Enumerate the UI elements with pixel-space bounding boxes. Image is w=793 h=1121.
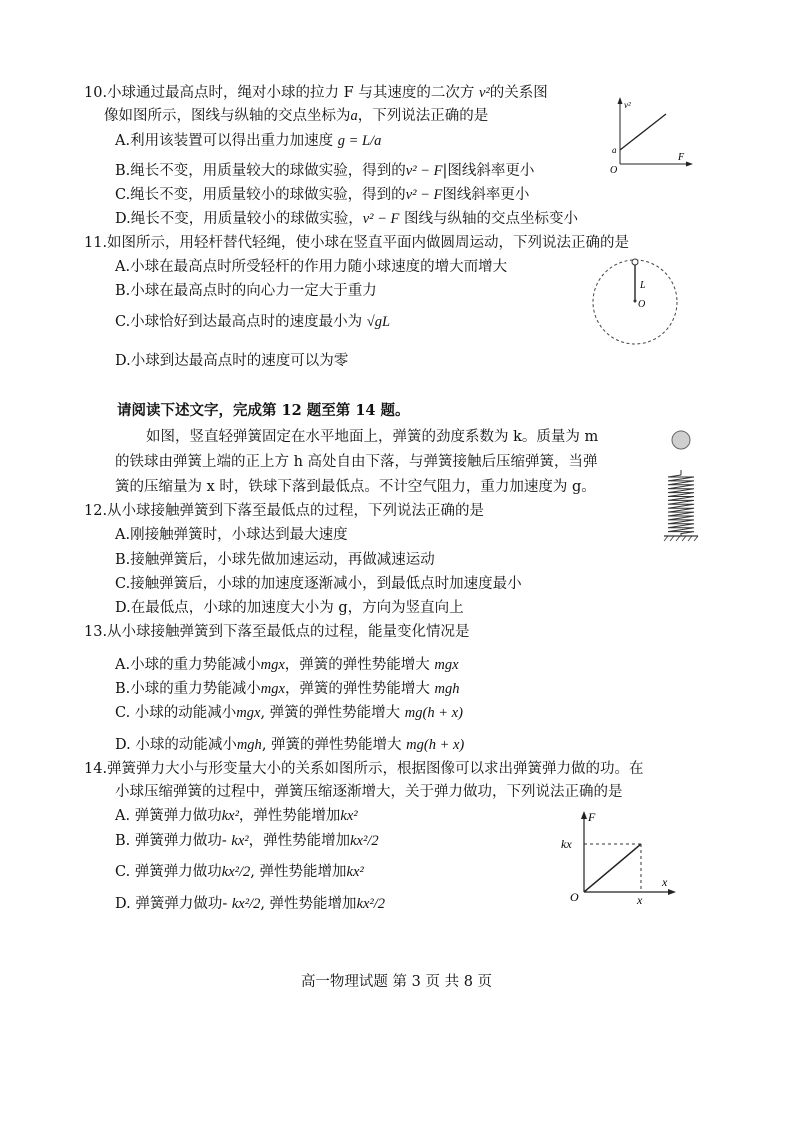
q10-graph <box>604 94 694 174</box>
q10-stem-line2: 像如图所示，图线与纵轴的交点坐标为a，下列说法正确的是 <box>104 108 489 124</box>
q14-graph-xlabel: x <box>662 875 668 889</box>
q10-option-d: D.绳长不变，用质量较小的球做实验，v² − F 图线与纵轴的交点坐标变小 <box>115 211 579 227</box>
q13-option-d: D. 小球的动能减小mgh, 弹簧的弹性势能增大 mg(h + x) <box>115 737 465 753</box>
q10-option-a: A.利用该装置可以得出重力加速度 g = L/a <box>115 133 382 149</box>
q14-option-c: C. 弹簧弹力做功kx²/2, 弹性势能增加kx² <box>115 864 364 880</box>
q14-stem-line2: 小球压缩弹簧的过程中，弹簧压缩逐渐增大，关于弹力做功，下列说法正确的是 <box>115 784 623 800</box>
q11-option-c: C.小球恰好到达最高点时的速度最小为 √gL <box>115 314 391 330</box>
q13-option-b: B.小球的重力势能减小mgx，弹簧的弹性势能增大 mgh <box>115 681 460 697</box>
q11-stem: 11.如图所示，用轻杆替代轻绳，使小球在竖直平面内做圆周运动，下列说法正确的是 <box>84 235 630 251</box>
q13-stem: 13.从小球接触弹簧到下落至最低点的过程，能量变化情况是 <box>84 624 470 640</box>
q12-option-d: D.在最低点，小球的加速度大小为 g，方向为竖直向上 <box>115 600 464 616</box>
q10-graph-ylabel: v² <box>624 100 631 110</box>
passage-line1: 如图，竖直轻弹簧固定在水平地面上，弹簧的劲度系数为 k。质量为 m <box>146 429 599 445</box>
passage-line2: 的铁球由弹簧上端的正上方 h 高处自由下落，与弹簧接触后压缩弹簧，当弹 <box>115 454 598 470</box>
q13-option-c: C. 小球的动能减小mgx, 弹簧的弹性势能增大 mg(h + x) <box>115 705 463 721</box>
q14-graph-origin: O <box>570 890 579 904</box>
q14-option-a: A. 弹簧弹力做功kx²，弹性势能增加kx² <box>115 808 358 824</box>
q14-stem-line1: 14.弹簧弹力大小与形变量大小的关系如图所示，根据图像可以求出弹簧弹力做的功。在 <box>84 761 644 777</box>
passage-line3: 簧的压缩量为 x 时，铁球下落到最低点。不计空气阻力，重力加速度为 g。 <box>115 479 596 495</box>
q11-center-label: O <box>638 299 646 310</box>
page-footer: 高一物理试题 第 3 页 共 8 页 <box>300 974 493 990</box>
q14-graph-xtick: x <box>637 893 643 907</box>
q13-option-a: A.小球的重力势能减小mgx，弹簧的弹性势能增大 mgx <box>115 657 459 673</box>
q12-option-c: C.接触弹簧后，小球的加速度逐渐减小，到最低点时加速度最小 <box>115 576 522 592</box>
q14-option-b: B. 弹簧弹力做功- kx²，弹性势能增加kx²/2 <box>115 833 379 849</box>
q10-option-c: C.绳长不变，用质量较小的球做实验，得到的v² − F图线斜率更小 <box>115 187 530 203</box>
spring-ball-diagram <box>660 428 702 543</box>
q10-graph-intercept: a <box>612 145 617 155</box>
q11-option-a: A.小球在最高点时所受轻杆的作用力随小球速度的增大而增大 <box>115 259 508 275</box>
q10-option-b: B.绳长不变，用质量较大的球做实验，得到的v² − F|图线斜率更小 <box>115 163 535 179</box>
q12-option-b: B.接触弹簧后，小球先做加速运动，再做减速运动 <box>115 552 435 568</box>
q14-graph <box>555 806 685 908</box>
q11-circle-diagram <box>585 255 685 350</box>
q12-stem: 12.从小球接触弹簧到下落至最低点的过程，下列说法正确的是 <box>84 503 485 519</box>
q10-graph-xlabel: F <box>678 152 685 163</box>
q11-rod-label: L <box>640 280 646 291</box>
q11-option-b: B.小球在最高点时的向心力一定大于重力 <box>115 283 377 299</box>
q10-stem-line1: 10.小球通过最高点时，绳对小球的拉力 F 与其速度的二次方 v²的关系图 <box>84 85 548 101</box>
q14-graph-ytick: kx <box>561 837 572 851</box>
q11-option-d: D.小球到达最高点时的速度可以为零 <box>115 353 349 369</box>
q12-option-a: A.刚接触弹簧时，小球达到最大速度 <box>115 527 348 543</box>
passage-heading: 请阅读下述文字，完成第 12 题至第 14 题。 <box>117 402 410 419</box>
q10-graph-origin: O <box>610 165 618 174</box>
q14-graph-ylabel: F <box>588 810 596 824</box>
q14-option-d: D. 弹簧弹力做功- kx²/2, 弹性势能增加kx²/2 <box>115 896 386 912</box>
